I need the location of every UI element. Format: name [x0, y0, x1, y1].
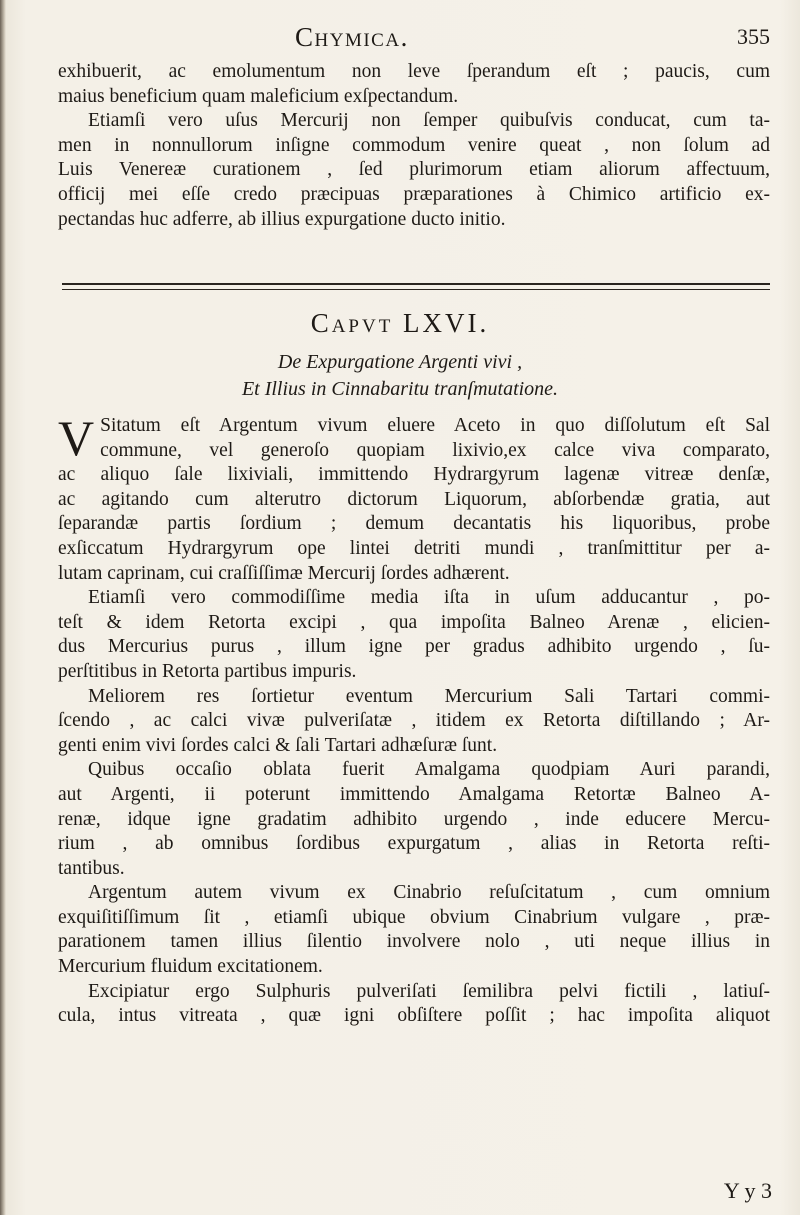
text-line: ſeparandæ partis ſordium ; demum decantatis his liquoribus, probe: [58, 513, 770, 535]
text-line: aut Argenti, ii poterunt immittendo Amalgama Retortæ Balneo A-: [58, 783, 770, 805]
text-line: ac agitando cum alterutro dictorum Liquorum, abſorbendæ gratia, aut: [58, 488, 770, 510]
text-line: Quibus occaſio oblata fuerit Amalgama quodpiam Auri parandi,: [88, 759, 770, 781]
text-line: Luis Venereæ curationem , ſed plurimorum etiam aliorum affectuum,: [58, 159, 770, 181]
page-number: 355: [737, 24, 770, 49]
text-line: tantibus.: [58, 857, 125, 879]
text-line: lutam caprinam, cui craſſiſſimæ Mercurij ſordes adhærent.: [58, 562, 510, 584]
text-line: Sitatum eſt Argentum vivum eluere Aceto in quo diſſolutum eſt Sal: [100, 415, 770, 436]
chapter-subtitle-2: Et Illius in Cinnabaritu tranſmutatione.: [241, 378, 559, 400]
text-line: teſt & idem Retorta excipi , qua impoſita Balneo Arenæ , elicien-: [58, 611, 770, 633]
chapter-title: Capvt LXVI.: [310, 308, 490, 338]
text-line: Excipiatur ergo Sulphuris pulveriſati ſemilibra pelvi fictili , latiuſ-: [88, 980, 770, 1002]
chapter-subtitle-1: De Expurgatione Argenti vivi ,: [277, 351, 523, 373]
text-line: Argentum autem vivum ex Cinabrio reſuſcitatum , cum omnium: [88, 882, 770, 904]
text-line: ac aliquo ſale lixiviali, immittendo Hydrargyrum lagenæ vitreæ denſæ,: [58, 464, 770, 486]
text-line: officij mei eſſe credo præcipuas præparationes à Chimico artificio ex-: [58, 183, 770, 205]
text-line: Meliorem res ſortietur eventum Mercurium Sali Tartari commi-: [88, 685, 770, 707]
text-line: renæ, idque igne gradatim adhibito urgendo , inde educere Mercu-: [58, 808, 770, 830]
text-line: Mercurium fluidum excitationem.: [58, 956, 323, 978]
text-line: perſtitibus in Retorta partibus impuris.: [58, 660, 357, 682]
text-line: pectandas huc adferre, ab illius expurgatione ducto initio.: [58, 208, 506, 230]
running-head: Chymica.: [295, 22, 409, 52]
text-line: Etiamſi vero uſus Mercurij non ſemper quibuſvis conducat, cum ta-: [88, 110, 770, 132]
paragraph-block-chapter: [58, 410, 770, 1029]
text-line: cula, intus vitreata , quæ igni obſiſtere poſſit ; hac impoſita aliquot: [58, 1005, 770, 1027]
text-line: men in nonnullorum inſigne commodum venire queat , non ſolum ad: [58, 134, 770, 156]
text-line: ſcendo , ac calci vivæ pulveriſatæ , itidem ex Retorta diſtillando ; Ar-: [58, 710, 770, 732]
drop-cap: V: [58, 410, 95, 466]
text-line: rium , ab omnibus ſordibus expurgatum , alias in Retorta reſti-: [58, 833, 770, 855]
text-line: maius beneficium quam maleficium exſpectandum.: [58, 85, 459, 107]
section-divider: [62, 283, 770, 290]
text-line: exhibuerit, ac emolumentum non leve ſperandum eſt ; paucis, cum: [58, 61, 770, 82]
text-line: commune, vel generoſo quopiam lixivio,ex calce viva comparato,: [100, 439, 770, 461]
text-line: parationem tamen illius ſilentio involvere nolo , uti neque illius in: [58, 931, 770, 953]
text-line: Etiamſi vero commodiſſime media iſta in uſum adducantur , po-: [88, 587, 770, 609]
binding-edge: [0, 0, 6, 1215]
signature-mark: Y y 3: [723, 1178, 772, 1203]
text-line: exquiſitiſſimum ſit , etiamſi ubique obvium Cinabrium vulgare , præ-: [58, 906, 770, 928]
text-line: genti enim vivi ſordes calci & ſali Tartari adhæſuræ ſunt.: [58, 734, 498, 756]
paragraph-block-intro: [58, 60, 770, 232]
text-line: dus Mercurius purus , illum igne per gradus adhibito urgendo , ſu-: [58, 636, 770, 658]
page-header: [60, 22, 770, 56]
text-line: exſiccatum Hydrargyrum ope lintei detriti mundi , tranſmittitur per a-: [58, 537, 770, 559]
